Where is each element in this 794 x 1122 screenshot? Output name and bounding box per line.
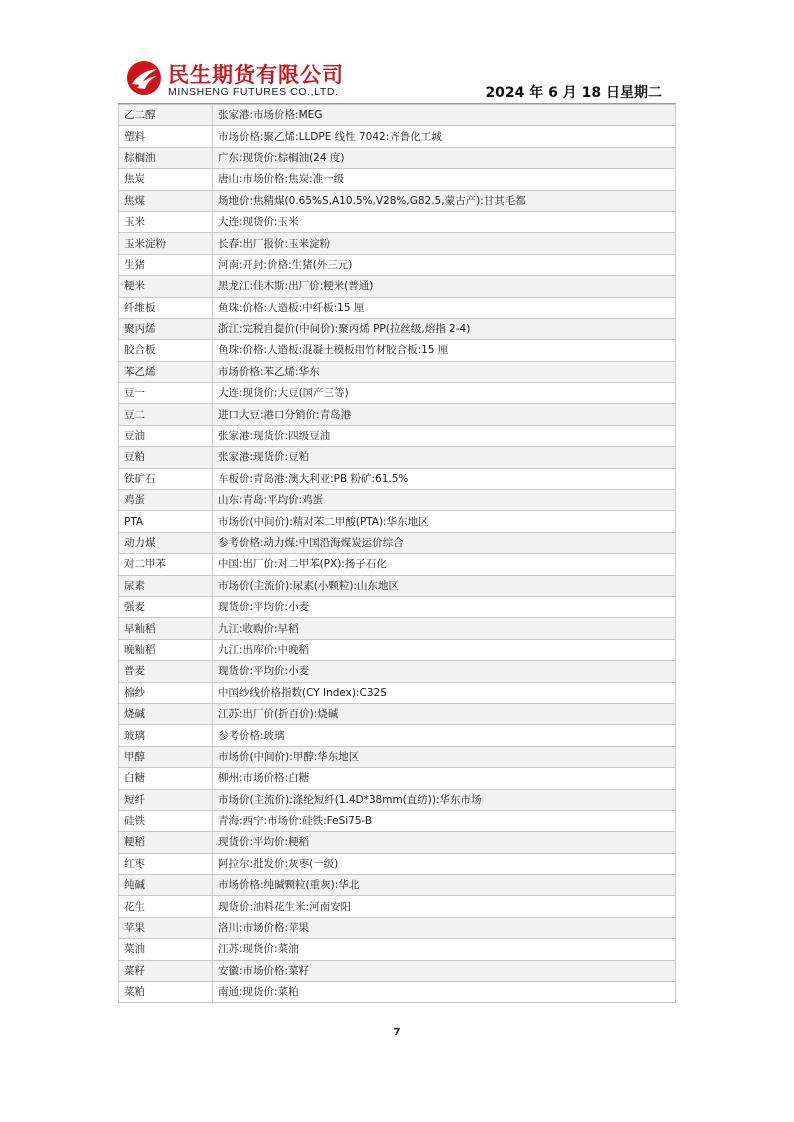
price-source-cell: 九江:收购价:早稻 [213, 618, 676, 639]
price-source-cell: 广东:现货价:棕榈油(24 度) [213, 147, 676, 168]
table-row [119, 554, 676, 575]
commodity-name-cell: 苯乙烯 [119, 361, 213, 382]
price-source-cell: 市场价(中间价):甲醇:华东地区 [213, 746, 676, 767]
page-header [118, 52, 676, 102]
minsheng-logo-icon [126, 60, 162, 96]
commodity-name-cell: 晚籼稻 [119, 639, 213, 660]
price-source-cell: 黑龙江:佳木斯:出厂价:粳米(普通) [213, 276, 676, 297]
commodity-name-cell: 生猪 [119, 254, 213, 275]
commodity-name-cell: 胶合板 [119, 340, 213, 361]
commodity-name-cell: 菜籽 [119, 960, 213, 981]
commodity-name-cell: 菜粕 [119, 982, 213, 1003]
price-source-cell: 江苏:现货价:菜油 [213, 939, 676, 960]
price-source-cell: 大连:现货价:大豆(国产三等) [213, 383, 676, 404]
commodity-name-cell: 塑料 [119, 126, 213, 147]
commodity-name-cell: 菜油 [119, 939, 213, 960]
price-source-cell: 市场价格:苯乙烯:华东 [213, 361, 676, 382]
price-source-cell: 河南:开封:价格:生猪(外三元) [213, 254, 676, 275]
table-row [119, 575, 676, 596]
table-row [119, 810, 676, 831]
commodity-name-cell: 豆二 [119, 404, 213, 425]
table-row [119, 939, 676, 960]
price-source-cell: 洛川:市场价格:苹果 [213, 917, 676, 938]
commodity-name-cell: 豆油 [119, 425, 213, 446]
commodity-name-cell: 纤维板 [119, 297, 213, 318]
price-source-cell: 长春:出厂报价:玉米淀粉 [213, 233, 676, 254]
price-source-cell: 九江:出库价:中晚稻 [213, 639, 676, 660]
table-row [119, 982, 676, 1003]
price-source-cell: 张家港:市场价格:MEG [213, 105, 676, 126]
table-row [119, 340, 676, 361]
price-source-cell: 南通:现货价:菜粕 [213, 982, 676, 1003]
price-source-cell: 现货价:平均价:小麦 [213, 661, 676, 682]
table-row [119, 768, 676, 789]
price-source-cell: 安徽:市场价格:菜籽 [213, 960, 676, 981]
commodity-name-cell: 甲醇 [119, 746, 213, 767]
commodity-name-cell: 白糖 [119, 768, 213, 789]
table-row [119, 703, 676, 724]
table-row [119, 661, 676, 682]
table-row [119, 853, 676, 874]
table-row [119, 639, 676, 660]
commodity-name-cell: 乙二醇 [119, 105, 213, 126]
commodity-name-cell: 棕榈油 [119, 147, 213, 168]
commodity-name-cell: 玉米淀粉 [119, 233, 213, 254]
page-number: 7 [393, 1027, 401, 1038]
commodity-name-cell: 玻璃 [119, 725, 213, 746]
table-row [119, 725, 676, 746]
table-row [119, 233, 676, 254]
commodity-name-cell: 焦煤 [119, 190, 213, 211]
price-source-cell: 现货价:油料花生米:河南安阳 [213, 896, 676, 917]
price-source-cell: 中国纱线价格指数(CY Index):C32S [213, 682, 676, 703]
table-row [119, 425, 676, 446]
commodity-name-cell: 烧碱 [119, 703, 213, 724]
price-source-cell: 市场价格:聚乙烯:LLDPE 线性 7042:齐鲁化工城 [213, 126, 676, 147]
price-source-cell: 现货价:平均价:小麦 [213, 596, 676, 617]
table-row [119, 468, 676, 489]
price-source-cell: 张家港:现货价:四级豆油 [213, 425, 676, 446]
commodity-name-cell: 硅铁 [119, 810, 213, 831]
table-row [119, 896, 676, 917]
price-source-cell: 市场价(中间价):精对苯二甲酸(PTA):华东地区 [213, 511, 676, 532]
price-source-cell: 山东:青岛:平均价:鸡蛋 [213, 490, 676, 511]
commodity-name-cell: 棉纱 [119, 682, 213, 703]
price-source-cell: 唐山:市场价格:焦炭:准一级 [213, 169, 676, 190]
price-source-cell: 车板价:青岛港:澳大利亚:PB 粉矿:61.5% [213, 468, 676, 489]
table-row [119, 618, 676, 639]
commodity-name-cell: PTA [119, 511, 213, 532]
table-row [119, 361, 676, 382]
price-source-cell: 市场价格:纯碱颗粒(重灰):华北 [213, 875, 676, 896]
commodity-name-cell: 花生 [119, 896, 213, 917]
price-source-cell: 参考价格:动力煤:中国沿海煤炭运价综合 [213, 532, 676, 553]
table-row [119, 318, 676, 339]
table-row [119, 404, 676, 425]
table-row [119, 789, 676, 810]
table-row [119, 596, 676, 617]
commodity-name-cell: 对二甲苯 [119, 554, 213, 575]
price-source-cell: 鱼珠:价格:人造板:混凝土模板用竹材胶合板:15 厘 [213, 340, 676, 361]
table-row [119, 532, 676, 553]
table-row [119, 511, 676, 532]
commodity-name-cell: 短纤 [119, 789, 213, 810]
commodity-name-cell: 豆一 [119, 383, 213, 404]
commodity-name-cell: 粳米 [119, 276, 213, 297]
table-row [119, 682, 676, 703]
table-row [119, 832, 676, 853]
price-source-cell: 青海:西宁:市场价:硅铁:FeSi75-B [213, 810, 676, 831]
table-row [119, 490, 676, 511]
price-source-cell: 张家港:现货价:豆粕 [213, 447, 676, 468]
company-name-cn: 民生期货有限公司 [168, 63, 344, 87]
price-source-table [118, 104, 676, 1003]
commodity-name-cell: 普麦 [119, 661, 213, 682]
company-logo [126, 56, 366, 102]
commodity-name-cell: 苹果 [119, 917, 213, 938]
table-row [119, 211, 676, 232]
price-source-cell: 场地价:焦精煤(0.65%S,A10.5%,V28%,G82.5,蒙古产):甘其毛都 [213, 190, 676, 211]
table-row [119, 147, 676, 168]
table-row [119, 105, 676, 126]
table-row [119, 447, 676, 468]
commodity-name-cell: 早籼稻 [119, 618, 213, 639]
table-row [119, 917, 676, 938]
report-date: 2024 年 6 月 18 日星期二 [485, 85, 662, 101]
commodity-name-cell: 聚丙烯 [119, 318, 213, 339]
table-row [119, 746, 676, 767]
commodity-name-cell: 纯碱 [119, 875, 213, 896]
price-source-cell: 阿拉尔:批发价:灰枣(一级) [213, 853, 676, 874]
table-row [119, 297, 676, 318]
table-row [119, 169, 676, 190]
commodity-name-cell: 强麦 [119, 596, 213, 617]
table-row [119, 254, 676, 275]
commodity-name-cell: 玉米 [119, 211, 213, 232]
commodity-name-cell: 铁矿石 [119, 468, 213, 489]
price-source-cell: 鱼珠:价格:人造板:中纤板:15 厘 [213, 297, 676, 318]
table-row [119, 190, 676, 211]
commodity-name-cell: 粳稻 [119, 832, 213, 853]
price-source-cell: 进口大豆:港口分销价:青岛港 [213, 404, 676, 425]
table-row [119, 875, 676, 896]
price-source-cell: 中国:出厂价:对二甲苯(PX):扬子石化 [213, 554, 676, 575]
price-source-cell: 大连:现货价:玉米 [213, 211, 676, 232]
table-row [119, 383, 676, 404]
price-source-cell: 市场价(主流价):涤纶短纤(1.4D*38mm(直纺)):华东市场 [213, 789, 676, 810]
table-row [119, 960, 676, 981]
table-row [119, 126, 676, 147]
price-source-cell: 参考价格:玻璃 [213, 725, 676, 746]
commodity-name-cell: 豆粕 [119, 447, 213, 468]
price-source-cell: 江苏:出厂价(折百价):烧碱 [213, 703, 676, 724]
commodity-name-cell: 鸡蛋 [119, 490, 213, 511]
commodity-name-cell: 动力煤 [119, 532, 213, 553]
commodity-name-cell: 尿素 [119, 575, 213, 596]
commodity-name-cell: 焦炭 [119, 169, 213, 190]
price-source-cell: 柳州:市场价格:白糖 [213, 768, 676, 789]
company-name-en: MINSHENG FUTURES CO.,LTD. [168, 86, 339, 98]
price-source-cell: 市场价(主流价):尿素(小颗粒):山东地区 [213, 575, 676, 596]
price-source-cell: 现货价:平均价:粳稻 [213, 832, 676, 853]
price-source-cell: 浙江:完税自提价(中间价):聚丙烯 PP(拉丝级,熔指 2-4) [213, 318, 676, 339]
commodity-name-cell: 红枣 [119, 853, 213, 874]
table-row [119, 276, 676, 297]
